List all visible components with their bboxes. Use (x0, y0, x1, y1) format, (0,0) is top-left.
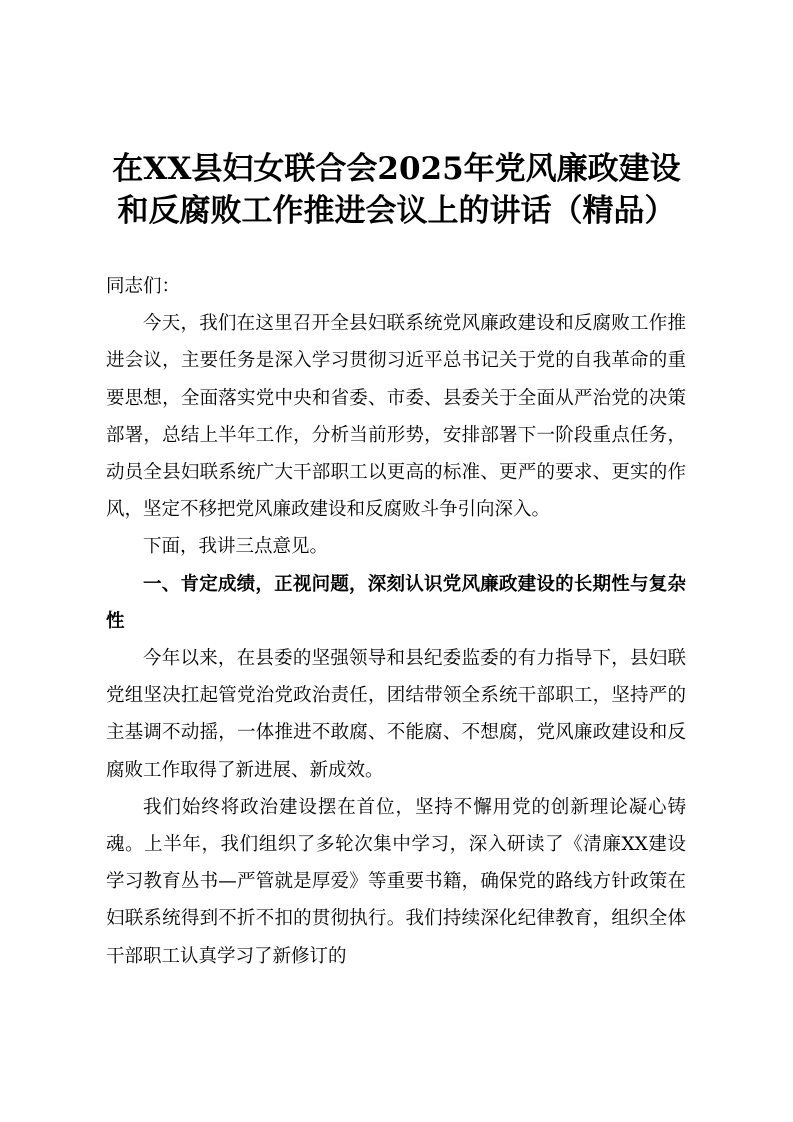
salutation: 同志们： (106, 276, 181, 297)
document-title (80, 148, 713, 232)
paragraph-outline: 下面，我讲三点意见。 (143, 536, 329, 558)
paragraph-section1-1: 今年以来，在县委的坚强领导和县纪委监委的有力指导下，县妇联党组坚决扛起管党治党政治责任，团结带领全系统干部职工，坚持严的主基调不动摇，一体推进不敢腐、不能腐、不想腐，党风廉政建设和反腐败工作取得了新进展、新成效。 (106, 648, 686, 781)
title-line-1: 在XX县妇女联合会2025年党风廉政建设 (112, 151, 681, 187)
document-body (106, 268, 686, 975)
paragraph-section1-2: 我们始终将政治建设摆在首位，坚持不懈用党的创新理论凝心铸魂。上半年，我们组织了多轮次集中学习，深入研读了《清廉XX建设学习教育丛书—严管就是厚爱》等重要书籍，确保党的路线方针政策在妇联系统得到不折不扣的贯彻执行。我们持续深化纪律教育，组织全体干部职工认真学习了新修订的 (106, 796, 686, 967)
paragraph-opening: 今天，我们在这里召开全县妇联系统党风廉政建设和反腐败工作推进会议，主要任务是深入学习贯彻习近平总书记关于党的自我革命的重要思想，全面落实党中央和省委、市委、县委关于全面从严治党的决策部署，总结上半年工作，分析当前形势，安排部署下一阶段重点任务，动员全县妇联系统广大干部职工以更高的标准、更严的要求、更实的作风，坚定不移把党风廉政建设和反腐败斗争引向深入。 (106, 313, 686, 521)
title-line-2: 和反腐败工作推进会议上的讲话（精品） (117, 193, 676, 229)
section-heading-1: 一、肯定成绩，正视问题，深刻认识党风廉政建设的长期性与复杂性 (106, 573, 686, 632)
